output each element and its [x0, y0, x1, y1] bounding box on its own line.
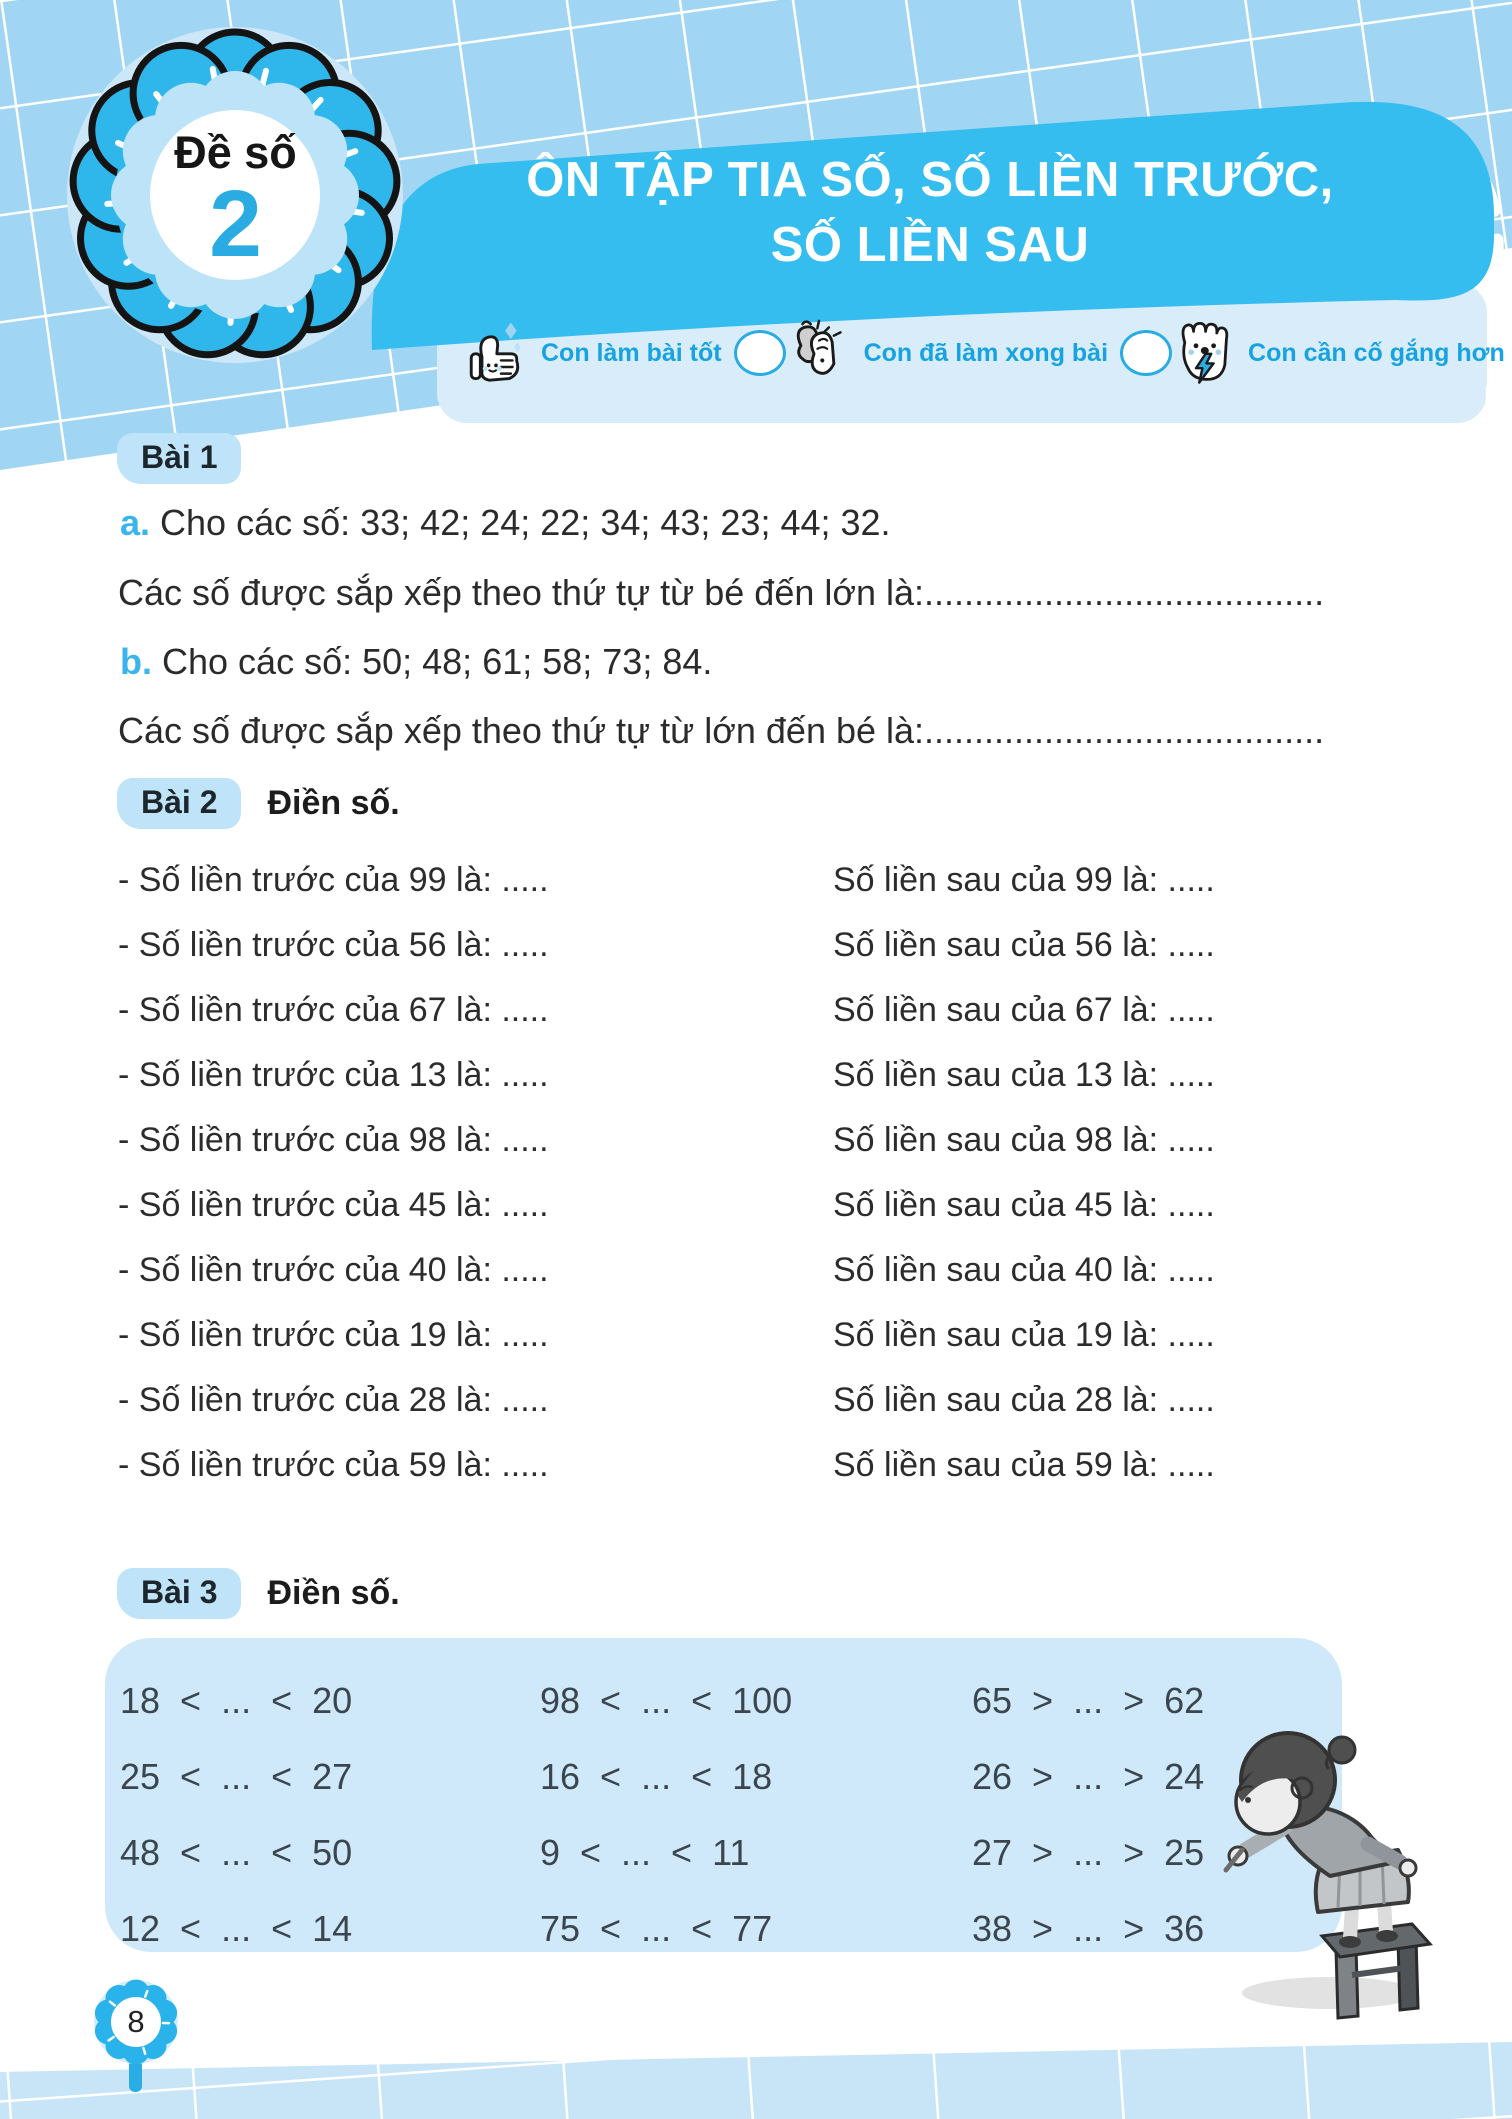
table-row: [118, 978, 1378, 1043]
table-row: [118, 1238, 1378, 1303]
footer-grid-band: [0, 2042, 1512, 2119]
badge-label: Đề số: [174, 127, 297, 179]
exercise3-badge: Bài 3: [117, 1568, 241, 1619]
comparison-item: 9 < ... < 11: [540, 1832, 750, 1873]
comparison-item: 26 > ... > 24: [972, 1756, 1205, 1797]
page-title-line1: ÔN TẬP TIA SỐ, SỐ LIỀN TRƯỚC,: [526, 153, 1334, 207]
self-assessment-checklist: [437, 288, 1505, 418]
comparison-item: 75 < ... < 77: [540, 1908, 773, 1949]
next-number-item: Số liền sau của 59 là: .....: [833, 1446, 1215, 1484]
prev-number-item: - Số liền trước của 40 là: .....: [118, 1251, 549, 1289]
badge-number: 2: [209, 171, 262, 278]
girl-illustration: [1140, 1720, 1460, 2030]
table-row: [118, 1043, 1378, 1108]
comparison-item: 25 < ... < 27: [120, 1756, 353, 1797]
table-row: [118, 1303, 1378, 1368]
checklist-item-good: [463, 317, 786, 389]
table-row: [118, 1433, 1378, 1498]
next-number-item: Số liền sau của 67 là: .....: [833, 991, 1215, 1029]
part-a-text: Cho các số: 33; 42; 24; 22; 34; 43; 23; 44; 32.: [150, 502, 891, 543]
checkbox-circle[interactable]: [1120, 330, 1172, 376]
exercise2-title: Điền số.: [267, 784, 400, 822]
table-row: [118, 1173, 1378, 1238]
table-row: [118, 848, 1378, 913]
comparison-item: 98 < ... < 100: [540, 1680, 793, 1721]
comparison-item: 48 < ... < 50: [120, 1832, 353, 1873]
page-title-line2: SỐ LIỀN SAU: [770, 218, 1090, 273]
clapping-hands-icon: [786, 317, 852, 389]
checkbox-circle[interactable]: [734, 330, 786, 376]
exercise1-part-b: [120, 641, 712, 683]
thumbs-up-icon: [463, 317, 529, 389]
part-b-text: Cho các số: 50; 48; 61; 58; 73; 84.: [152, 641, 713, 682]
prev-number-item: - Số liền trước của 19 là: .....: [118, 1316, 549, 1354]
exercise1-part-b-answer-line: Các số được sắp xếp theo thứ tự từ lớn đến bé là:........................................: [118, 710, 1325, 751]
checklist-item-done: [786, 317, 1172, 389]
checklist-label: Con làm bài tốt: [541, 338, 722, 367]
prev-number-item: - Số liền trước của 67 là: .....: [118, 991, 549, 1029]
exercise1-badge: Bài 1: [117, 433, 241, 484]
comparison-item: 38 > ... > 36: [972, 1908, 1205, 1949]
prev-number-item: - Số liền trước của 99 là: .....: [118, 861, 549, 899]
next-number-item: Số liền sau của 19 là: .....: [833, 1316, 1215, 1354]
table-row: [118, 1108, 1378, 1173]
part-b-letter: b.: [120, 641, 152, 682]
exercise1-part-a-answer-line: Các số được sắp xếp theo thứ tự từ bé đến lớn là:........................................: [118, 572, 1325, 613]
exercise2-rows: [118, 848, 1378, 1498]
prev-number-item: - Số liền trước của 56 là: .....: [118, 926, 549, 964]
page-number-badge: [92, 1978, 180, 2066]
next-number-item: Số liền sau của 56 là: .....: [833, 926, 1215, 964]
comparison-item: 27 > ... > 25: [972, 1832, 1205, 1873]
next-number-item: Số liền sau của 40 là: .....: [833, 1251, 1215, 1289]
test-number-badge: [63, 23, 408, 368]
next-number-item: Số liền sau của 28 là: .....: [833, 1381, 1215, 1419]
checklist-item-effort: [1172, 317, 1512, 389]
prev-number-item: - Số liền trước của 13 là: .....: [118, 1056, 549, 1094]
comparison-item: 65 > ... > 62: [972, 1680, 1205, 1721]
exercise1-part-a: [120, 502, 891, 544]
next-number-item: Số liền sau của 99 là: .....: [833, 861, 1215, 899]
comparison-item: 16 < ... < 18: [540, 1756, 773, 1797]
exercise3-title: Điền số.: [267, 1574, 400, 1612]
prev-number-item: - Số liền trước của 28 là: .....: [118, 1381, 549, 1419]
exercise2-badge: Bài 2: [117, 778, 241, 829]
comparison-item: 18 < ... < 20: [120, 1680, 353, 1721]
page-title: [500, 148, 1360, 278]
prev-number-item: - Số liền trước của 98 là: .....: [118, 1121, 549, 1159]
table-row: [118, 1368, 1378, 1433]
prev-number-item: - Số liền trước của 59 là: .....: [118, 1446, 549, 1484]
prev-number-item: - Số liền trước của 45 là: .....: [118, 1186, 549, 1224]
next-number-item: Số liền sau của 13 là: .....: [833, 1056, 1215, 1094]
comparison-item: 12 < ... < 14: [120, 1908, 353, 1949]
next-number-item: Số liền sau của 45 là: .....: [833, 1186, 1215, 1224]
table-row: [118, 913, 1378, 978]
part-a-letter: a.: [120, 502, 151, 543]
next-number-item: Số liền sau của 98 là: .....: [833, 1121, 1215, 1159]
checklist-label: Con cần cố gắng hơn: [1248, 338, 1505, 367]
page-number: 8: [127, 2004, 145, 2039]
checklist-label: Con đã làm xong bài: [863, 338, 1109, 367]
fist-lightning-icon: [1172, 317, 1236, 389]
